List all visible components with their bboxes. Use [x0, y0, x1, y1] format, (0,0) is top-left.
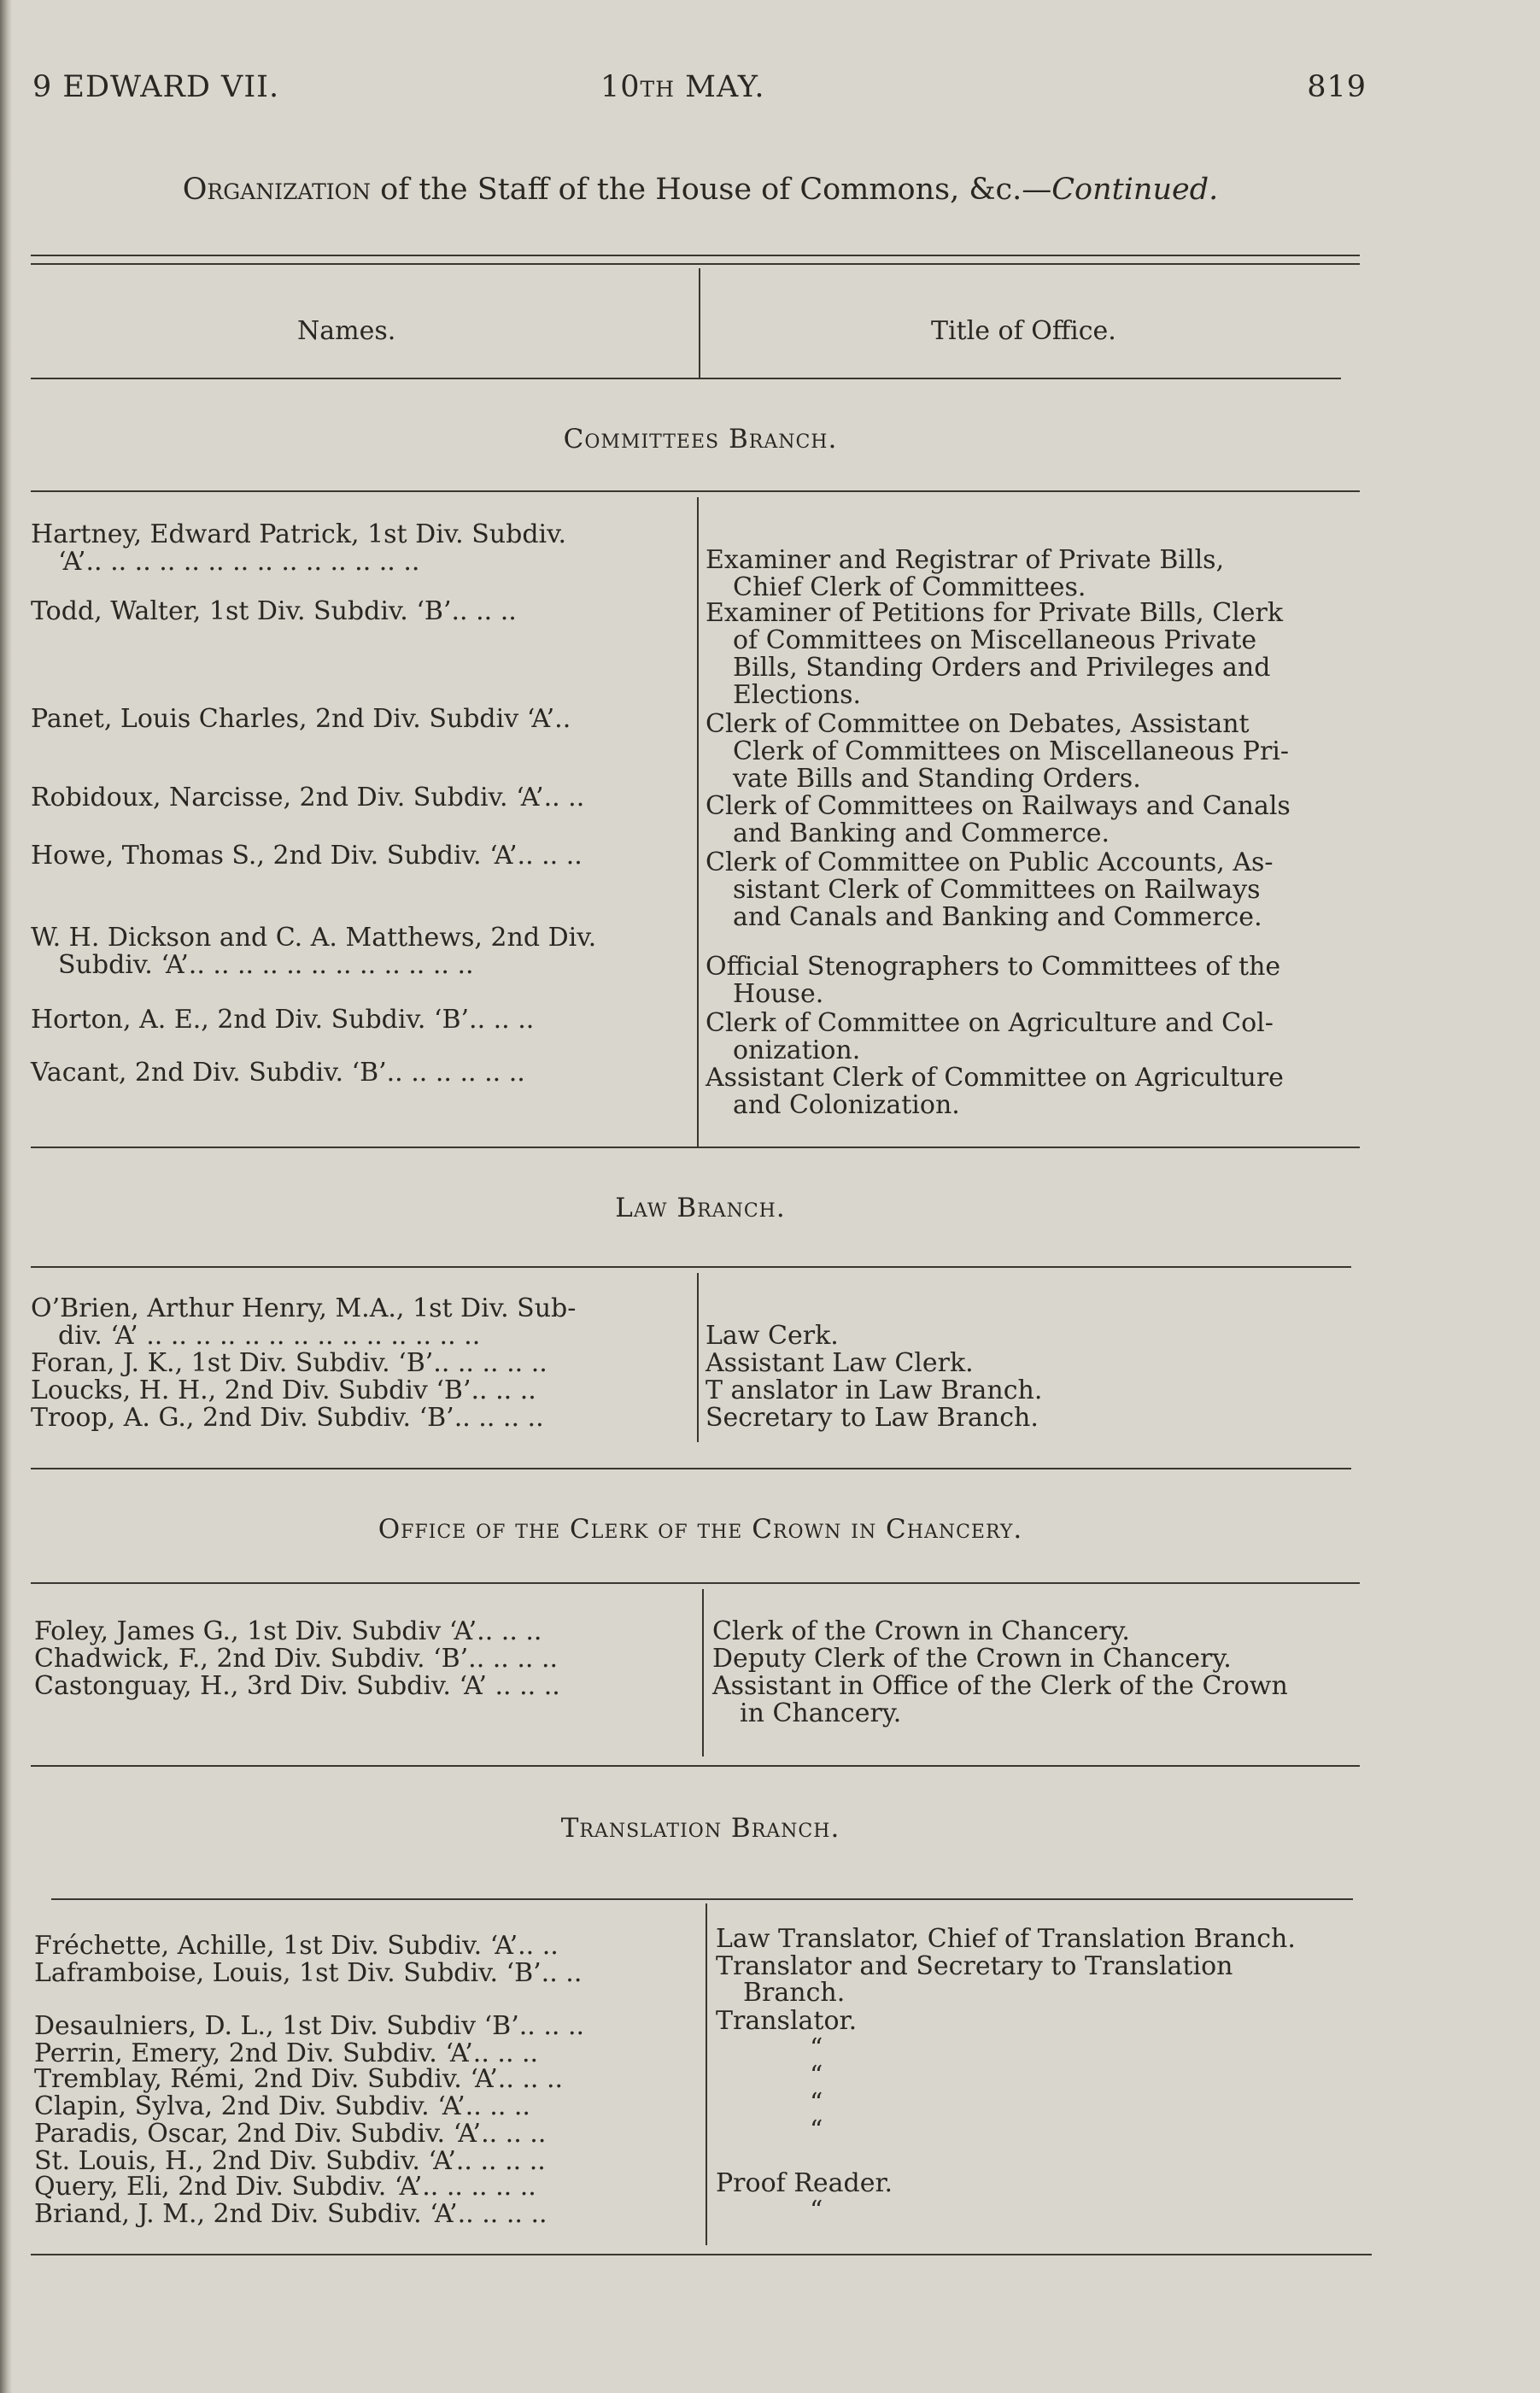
page-subtitle — [0, 173, 1401, 207]
office-title — [716, 2170, 1382, 2197]
law-bottom-rule — [31, 1468, 1351, 1469]
staff-name — [34, 1645, 694, 1673]
committees-column-divider — [697, 497, 699, 1147]
staff-name-line: Troop, A. G., 2nd Div. Subdiv. ‘B’.. .. .. .. — [31, 1403, 544, 1433]
office-title — [706, 1010, 1372, 1065]
staff-name-line: ‘A’.. .. .. .. .. .. .. .. .. .. .. .. .. .. — [58, 547, 420, 577]
crown-top-rule — [31, 1582, 1360, 1584]
staff-name-line: Query, Eli, 2nd Div. Subdiv. ‘A’.. .. .. .. .. — [34, 2172, 536, 2202]
office-title-line: Branch. — [743, 1978, 846, 2008]
office-title-line: Elections. — [733, 680, 862, 710]
staff-name-line: Laframboise, Louis, 1st Div. Subdiv. ‘B’.. .. — [34, 1958, 583, 1988]
law-branch-heading: Law Branch. — [615, 1193, 786, 1223]
office-title-line: onization. — [733, 1035, 861, 1065]
translation-column-divider — [706, 1903, 707, 2245]
office-title-line: of Committees on Miscellaneous Private — [733, 625, 1257, 655]
office-title — [706, 711, 1372, 793]
staff-name — [34, 2066, 694, 2092]
office-title-line: Assistant Clerk of Committee on Agriculture — [706, 1063, 1284, 1093]
office-title — [712, 1673, 1379, 1727]
translation-top-rule — [51, 1898, 1353, 1900]
office-title-line: and Canals and Banking and Commerce. — [733, 902, 1262, 932]
staff-name-line: Loucks, H. H., 2nd Div. Subdiv ‘B’.. .. .. — [31, 1375, 536, 1405]
office-title-line: in Chancery. — [740, 1698, 902, 1728]
staff-name — [31, 598, 690, 625]
office-title-line: Assistant Law Clerk. — [706, 1348, 974, 1378]
staff-name-line: Castonguay, H., 3rd Div. Subdiv. ‘A’ .. .. .. — [34, 1671, 560, 1701]
office-title-line: Clerk of Committees on Miscellaneous Pri- — [733, 736, 1290, 766]
staff-name — [31, 784, 690, 812]
law-column-divider — [697, 1273, 699, 1442]
law-top-rule — [31, 1266, 1351, 1268]
office-title-line: House. — [733, 979, 824, 1009]
staff-name — [34, 2173, 694, 2200]
office-title-line: and Colonization. — [733, 1090, 960, 1120]
office-title-line: Official Stenographers to Committees of the — [706, 952, 1281, 982]
office-title — [706, 953, 1372, 1008]
office-title — [712, 1618, 1379, 1645]
office-title — [716, 2197, 1382, 2224]
ditto-mark: “ — [810, 2033, 823, 2063]
office-title — [716, 2117, 1382, 2144]
column-divider — [699, 268, 700, 378]
office-title — [716, 1953, 1382, 2006]
office-title — [706, 1323, 1372, 1350]
office-title — [706, 793, 1372, 848]
subtitle-continued: Continued. — [1051, 173, 1219, 207]
staff-name-line: Briand, J. M., 2nd Div. Subdiv. ‘A’.. .. .. .. — [34, 2199, 547, 2229]
staff-name-line: Perrin, Emery, 2nd Div. Subdiv. ‘A’.. .. .. — [34, 2038, 539, 2068]
staff-name — [31, 1059, 690, 1087]
staff-name — [31, 706, 690, 733]
staff-name-line: Foran, J. K., 1st Div. Subdiv. ‘B’.. .. .. .. .. — [31, 1348, 547, 1378]
staff-name-line: Chadwick, F., 2nd Div. Subdiv. ‘B’.. .. .. .. — [34, 1644, 559, 1674]
staff-name — [34, 2201, 694, 2227]
office-title-line: Clerk of Committee on Agriculture and Col- — [706, 1008, 1274, 1038]
ditto-mark: “ — [810, 2088, 823, 2118]
committees-branch-heading: Committees Branch. — [563, 424, 838, 455]
office-title-line: Examiner and Registrar of Private Bills, — [706, 545, 1225, 575]
staff-name-line: Hartney, Edward Patrick, 1st Div. Subdiv. — [31, 519, 567, 549]
office-title-line: sistant Clerk of Committees on Railways — [733, 875, 1261, 905]
staff-name — [34, 2093, 694, 2120]
office-title-line: and Banking and Commerce. — [733, 818, 1110, 848]
staff-name — [34, 2013, 694, 2039]
staff-name-line: Todd, Walter, 1st Div. Subdiv. ‘B’.. .. .. — [31, 596, 517, 626]
translation-branch-heading: Translation Branch. — [560, 1813, 840, 1844]
office-title — [712, 1645, 1379, 1673]
translation-bottom-rule — [31, 2254, 1372, 2255]
names-column-header: Names. — [297, 316, 396, 346]
office-title — [716, 2090, 1382, 2116]
table-top-rule-2 — [31, 263, 1360, 265]
office-title — [706, 1350, 1372, 1377]
crown-column-divider — [702, 1589, 704, 1757]
staff-name — [34, 2040, 694, 2067]
office-title-line: Assistant in Office of the Clerk of the Crown — [712, 1671, 1288, 1701]
staff-name-line: Subdiv. ‘A’.. .. .. .. .. .. .. .. .. .. .. .. — [58, 950, 474, 980]
staff-name-line: Panet, Louis Charles, 2nd Div. Subdiv ‘A’.. — [31, 704, 571, 734]
office-title — [716, 2008, 1382, 2034]
staff-name — [31, 521, 690, 576]
office-title-line: Translator and Secretary to Translation — [716, 1951, 1233, 1981]
staff-name-line: Paradis, Oscar, 2nd Div. Subdiv. ‘A’.. .. .. — [34, 2119, 547, 2149]
office-title — [716, 1926, 1382, 1952]
office-title — [706, 1377, 1372, 1405]
staff-name-line: Foley, James G., 1st Div. Subdiv ‘A’.. .. .. — [34, 1616, 542, 1646]
committees-top-rule — [31, 490, 1360, 492]
staff-name — [34, 1933, 694, 1959]
staff-name-line: Vacant, 2nd Div. Subdiv. ‘B’.. .. .. .. .. .. — [31, 1058, 525, 1088]
staff-name-line: O’Brien, Arthur Henry, M.A., 1st Div. Sub- — [31, 1293, 577, 1323]
staff-name — [31, 1006, 690, 1034]
staff-name-line: Desaulniers, D. L., 1st Div. Subdiv ‘B’.. .. .. — [34, 2011, 585, 2041]
regnal-year: 9 EDWARD VII. — [32, 70, 280, 104]
staff-name-line: div. ‘A’ .. .. .. .. .. .. .. .. .. .. .. .. .. .. — [58, 1321, 481, 1351]
office-title — [706, 849, 1372, 931]
staff-name — [31, 1295, 690, 1350]
staff-name — [31, 1350, 690, 1377]
office-title — [716, 2035, 1382, 2062]
crown-bottom-rule — [31, 1765, 1360, 1767]
subtitle-body: of the Staff of the House of Commons, &c.— — [371, 173, 1052, 207]
staff-name-line: Clapin, Sylva, 2nd Div. Subdiv. ‘A’.. .. .. — [34, 2091, 530, 2121]
staff-name — [31, 924, 690, 979]
office-title-line: Translator. — [716, 2006, 858, 2036]
page-number: 819 — [1307, 70, 1367, 104]
office-title-line: Clerk of Committee on Debates, Assistant — [706, 709, 1250, 739]
staff-name — [34, 2148, 694, 2174]
office-title-line: Law Translator, Chief of Translation Branch. — [716, 1924, 1296, 1954]
office-title-line: Bills, Standing Orders and Privileges and — [733, 653, 1271, 683]
office-title — [706, 1065, 1372, 1119]
title-column-header: Title of Office. — [931, 316, 1116, 346]
office-title-line: T anslator in Law Branch. — [706, 1375, 1043, 1405]
office-title-line: Clerk of Committee on Public Accounts, As- — [706, 848, 1274, 877]
office-title — [706, 1405, 1372, 1432]
office-title-line: Secretary to Law Branch. — [706, 1403, 1039, 1433]
office-title-line: Clerk of Committees on Railways and Canals — [706, 791, 1291, 821]
header-bottom-rule — [31, 378, 1341, 379]
header-date: 10th MAY. — [600, 70, 765, 104]
office-title-line: Deputy Clerk of the Crown in Chancery. — [712, 1644, 1232, 1674]
staff-name-line: Howe, Thomas S., 2nd Div. Subdiv. ‘A’.. .. .. — [31, 841, 583, 871]
office-title-line: vate Bills and Standing Orders. — [733, 764, 1141, 794]
table-top-rule — [31, 255, 1360, 256]
office-title — [706, 547, 1372, 601]
office-title — [706, 600, 1372, 709]
ditto-mark: “ — [810, 2196, 823, 2226]
staff-name-line: W. H. Dickson and C. A. Matthews, 2nd Div. — [31, 923, 597, 953]
office-title-line: Chief Clerk of Committees. — [733, 572, 1086, 602]
office-title-line: Clerk of the Crown in Chancery. — [712, 1616, 1130, 1646]
office-title-line: Law Cerk. — [706, 1321, 839, 1351]
staff-name-line: Horton, A. E., 2nd Div. Subdiv. ‘B’.. .. .. — [31, 1005, 535, 1035]
staff-name — [34, 1960, 694, 1986]
crown-office-heading: Office of the Clerk of the Crown in Chancery. — [378, 1514, 1023, 1545]
ditto-mark: “ — [810, 2115, 823, 2145]
ditto-mark: “ — [810, 2061, 823, 2091]
staff-name-line: Tremblay, Rémi, 2nd Div. Subdiv. ‘A’.. .. .. — [34, 2064, 564, 2094]
staff-name-line: Robidoux, Narcisse, 2nd Div. Subdiv. ‘A’.. .. — [31, 783, 585, 812]
staff-name — [34, 1673, 694, 1700]
staff-name — [31, 842, 690, 870]
staff-name — [34, 1618, 694, 1645]
staff-name-line: St. Louis, H., 2nd Div. Subdiv. ‘A’.. .. .. .. — [34, 2146, 546, 2176]
staff-name — [31, 1377, 690, 1405]
office-title-line: Examiner of Petitions for Private Bills, Clerk — [706, 598, 1284, 628]
staff-name-line: Fréchette, Achille, 1st Div. Subdiv. ‘A’.. .. — [34, 1931, 559, 1961]
office-title — [716, 2062, 1382, 2089]
staff-name — [31, 1405, 690, 1432]
committees-bottom-rule — [31, 1147, 1360, 1148]
subtitle-lead: Organization — [182, 173, 372, 207]
staff-name — [34, 2120, 694, 2147]
office-title-line: Proof Reader. — [716, 2168, 893, 2198]
